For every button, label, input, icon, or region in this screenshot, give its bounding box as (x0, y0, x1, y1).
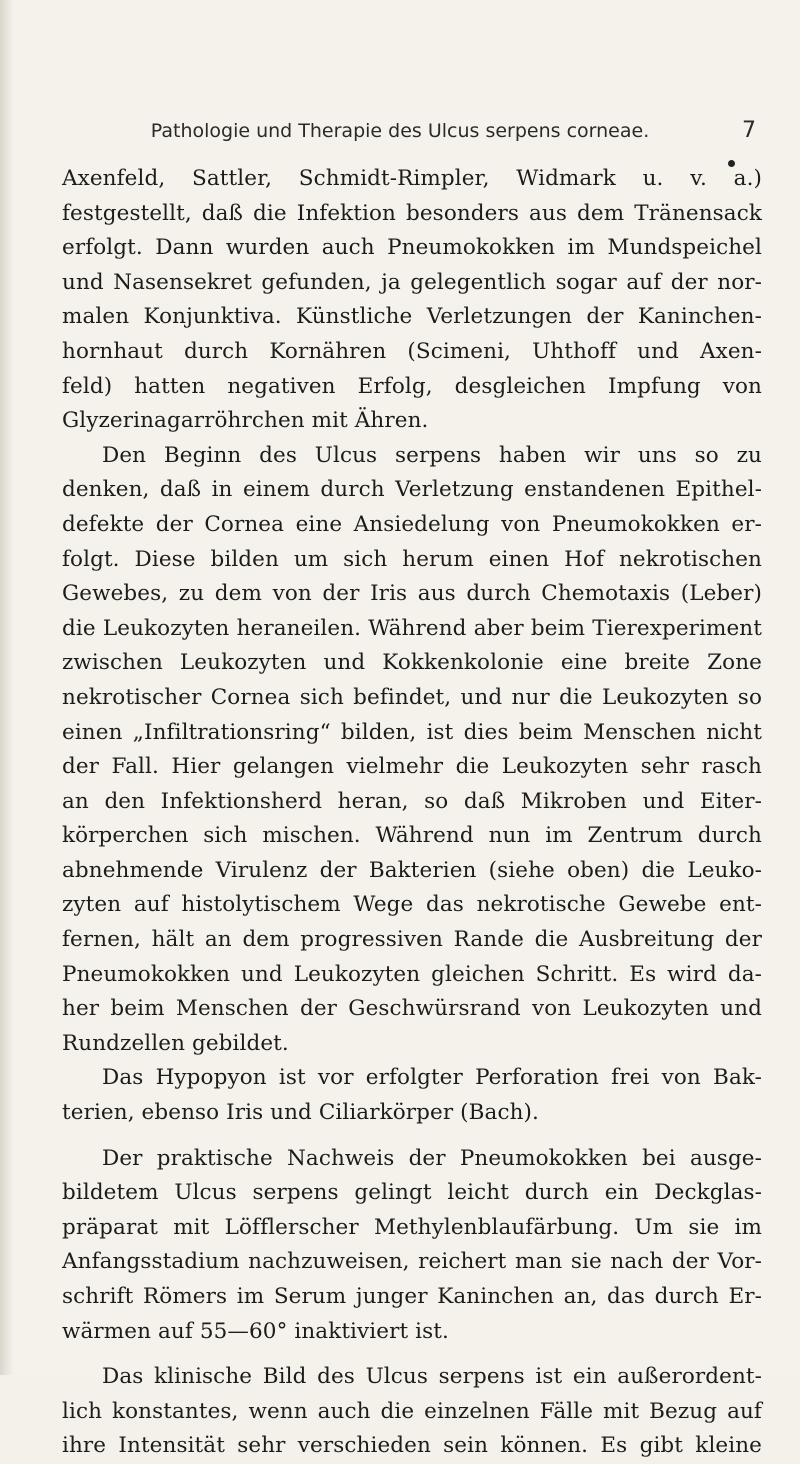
text-line: Anfangsstadium nachzuweisen, reichert man sie nach der Vor- (62, 1249, 762, 1275)
text-line: Pneumokokken und Leukozyten gleichen Schritt. Es wird da- (62, 961, 762, 987)
text-line: zwischen Leukozyten und Kokkenkolonie eine breite Zone (62, 650, 762, 676)
text-line: defekte der Cornea eine Ansiedelung von Pneumokokken er- (62, 511, 762, 537)
text-line: erfolgt. Dann wurden auch Pneumokokken im Mundspeichel (62, 235, 762, 261)
text-line: fernen, hält an dem progressiven Rande die Ausbreitung der (62, 927, 762, 953)
running-title: Pathologie und Therapie des Ulcus serpens corneae. (150, 120, 650, 142)
text-line: Axenfeld, Sattler, Schmidt-Rimpler, Widmark u. v. a.) (62, 166, 762, 191)
text-line: lich konstantes, wenn auch die einzelnen Fälle mit Bezug auf (62, 1398, 762, 1424)
text-line: bildetem Ulcus serpens gelingt leicht durch ein Deckglas- (62, 1180, 762, 1206)
text-line: wärmen auf 55—60° inaktiviert ist. (62, 1318, 449, 1344)
text-line: folgt. Diese bilden um sich herum einen Hof nekrotischen (62, 546, 762, 572)
text-line: und Nasensekret gefunden, ja gelegentlich sogar auf der nor- (62, 269, 762, 295)
text-line: einen „Infiltrationsring“ bilden, ist dies beim Menschen nicht (62, 719, 762, 745)
text-line: festgestellt, daß die Infektion besonders aus dem Tränensack (62, 200, 762, 226)
text-line: präparat mit Löfflerscher Methylenblaufärbung. Um sie im (62, 1214, 762, 1240)
text-line: nekrotischer Cornea sich befindet, und nur die Leukozyten so (62, 684, 762, 710)
text-line: terien, ebenso Iris und Ciliarkörper (Bach). (62, 1100, 539, 1126)
text-line: feld) hatten negativen Erfolg, desgleichen Impfung von (62, 373, 762, 399)
text-line: Das klinische Bild des Ulcus serpens ist ein außerordent- (102, 1364, 762, 1390)
paragraph-spacer (62, 1131, 762, 1142)
text-line: schrift Römers im Serum junger Kaninchen an, das durch Er- (62, 1284, 762, 1309)
text-line: zyten auf histolytischem Wege das nekrotische Gewebe ent- (62, 892, 762, 918)
text-line: Gewebes, zu dem von der Iris aus durch Chemotaxis (Leber) (62, 581, 762, 607)
text-line: der Fall. Hier gelangen vielmehr die Leukozyten sehr rasch (62, 754, 762, 780)
text-line: ihre Intensität sehr verschieden sein können. Es gibt kleine (62, 1433, 762, 1459)
text-line: abnehmende Virulenz der Bakterien (siehe oben) die Leuko- (62, 857, 762, 883)
text-line: die Leukozyten heraneilen. Während aber beim Tierexperiment (62, 615, 762, 641)
text-line: denken, daß in einem durch Verletzung enstandenen Epithel- (62, 477, 762, 503)
text-line: körperchen sich mischen. Während nun im Zentrum durch (62, 823, 762, 849)
text-line: an den Infektionsherd heran, so daß Mikroben und Eiter- (62, 788, 762, 814)
text-line: Den Beginn des Ulcus serpens haben wir uns so zu (102, 442, 762, 468)
body-text (62, 162, 762, 1464)
text-line: Rundzellen gebildet. (62, 1030, 289, 1056)
page-gutter-shadow (0, 0, 14, 1375)
text-line: her beim Menschen der Geschwürsrand von Leukozyten und (62, 996, 762, 1022)
text-line: Glyzerinagarröhrchen mit Ähren. (62, 408, 429, 434)
paragraph-spacer (62, 1349, 762, 1360)
text-line: Das Hypopyon ist vor erfolgter Perforation frei von Bak- (102, 1065, 762, 1091)
text-line: hornhaut durch Kornähren (Scimeni, Uhthoff und Axen- (62, 338, 762, 364)
page-header (0, 120, 800, 150)
text-line: Der praktische Nachweis der Pneumokokken bei ausge- (102, 1145, 762, 1171)
page-number: 7 (742, 118, 756, 143)
text-line: malen Konjunktiva. Künstliche Verletzungen der Kaninchen- (62, 304, 762, 330)
